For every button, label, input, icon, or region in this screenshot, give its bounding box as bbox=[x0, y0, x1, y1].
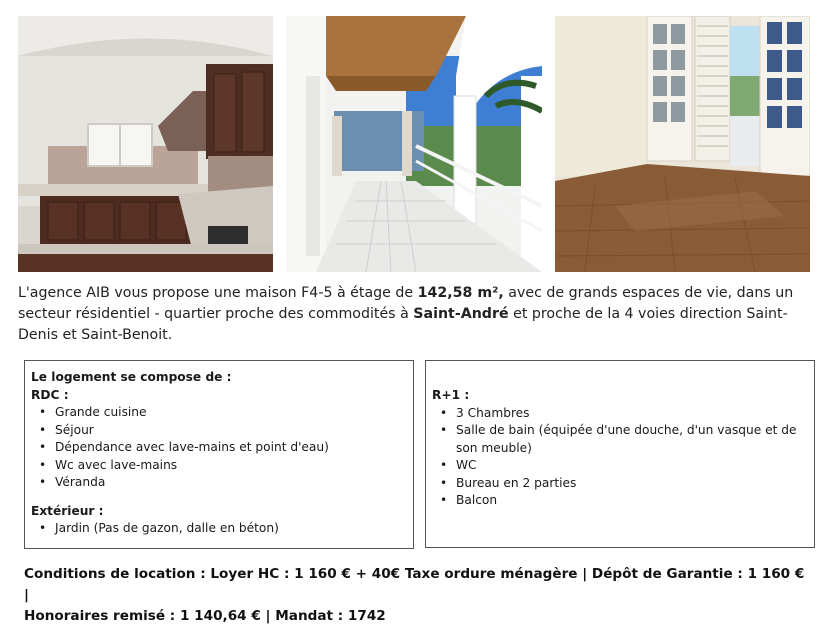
intro-text-3: et proche de la 4 voies direction Saint-Denis et Saint-Benoit. bbox=[18, 306, 788, 343]
list-item: • Wc avec lave-mains bbox=[55, 457, 407, 475]
rental-conditions bbox=[24, 564, 814, 627]
ground-floor-box bbox=[24, 360, 414, 549]
room-photo bbox=[555, 16, 810, 272]
r1-label: R+1 : bbox=[432, 388, 470, 402]
list-item: • Dépendance avec lave-mains et point d'eau) bbox=[55, 439, 407, 457]
list-item: • Véranda bbox=[55, 474, 407, 492]
list-item: • Grande cuisine bbox=[55, 404, 407, 422]
list-item: • 3 Chambres bbox=[456, 405, 808, 423]
intro-paragraph bbox=[18, 283, 808, 346]
conditions-line-1: Conditions de location : Loyer HC : 1 160 € + 40€ Taxe ordure ménagère | Dépôt de Garantie : 1 160 € | bbox=[24, 566, 805, 603]
photo-gallery bbox=[18, 16, 810, 272]
veranda-photo bbox=[286, 16, 542, 272]
rdc-list bbox=[31, 404, 407, 492]
list-item: • Séjour bbox=[55, 422, 407, 440]
r1-list bbox=[432, 405, 808, 510]
list-item: • Jardin (Pas de gazon, dalle en béton) bbox=[55, 520, 407, 538]
list-item: • Salle de bain (équipée d'une douche, d'un vasque et de son meuble) bbox=[456, 422, 808, 457]
rdc-label: RDC : bbox=[31, 387, 69, 402]
intro-city: Saint-André bbox=[413, 306, 509, 322]
upper-floor-box bbox=[425, 360, 815, 548]
intro-text-1: L'agence AIB vous propose une maison F4-5 à étage de bbox=[18, 285, 418, 301]
list-item: • Balcon bbox=[456, 492, 808, 510]
exterior-label: Extérieur : bbox=[31, 503, 104, 518]
list-item: • Bureau en 2 parties bbox=[456, 475, 808, 493]
intro-text-2: avec de grands espaces de vie, dans un secteur résidentiel - quartier proche des commodités à bbox=[18, 285, 794, 322]
intro-area: 142,58 m², bbox=[417, 285, 504, 301]
composition-heading: Le logement se compose de : bbox=[31, 370, 232, 384]
list-item: • WC bbox=[456, 457, 808, 475]
exterior-list bbox=[31, 520, 407, 538]
kitchen-photo bbox=[18, 16, 273, 272]
conditions-line-2: Honoraires remisé : 1 140,64 € | Mandat : 1742 bbox=[24, 608, 386, 624]
